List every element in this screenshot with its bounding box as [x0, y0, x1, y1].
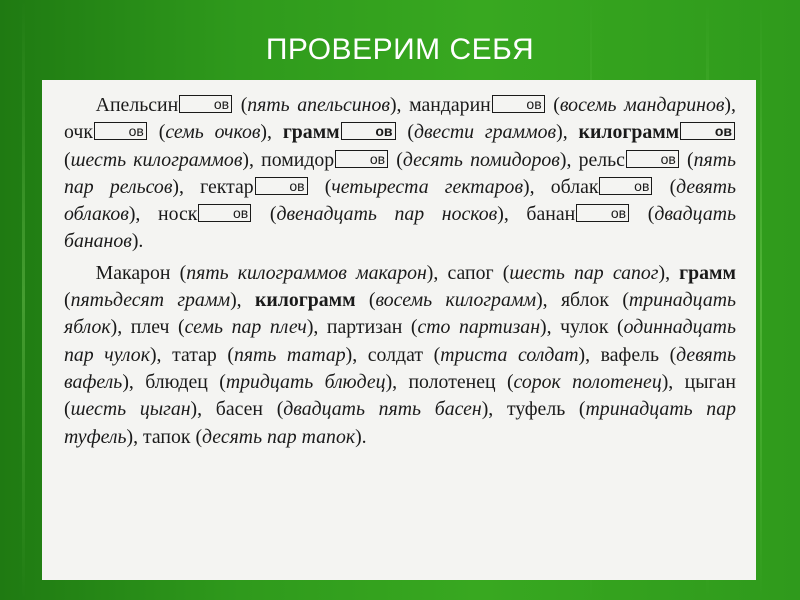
text-segment: ), полотенец (	[385, 370, 514, 393]
text-segment: ), партизан (	[306, 316, 418, 339]
italic-phrase: пять пар рельсов	[64, 148, 736, 198]
italic-phrase: сорок полотенец	[513, 370, 662, 393]
text-segment: ),	[658, 261, 680, 284]
text-segment: ), банан	[497, 203, 576, 226]
suffix-box: ов	[576, 204, 629, 222]
italic-phrase: пятьдесят грамм	[70, 289, 231, 312]
text-segment: ), облак	[523, 175, 599, 198]
text-segment: (	[308, 175, 332, 198]
suffix-box: ов	[341, 122, 396, 140]
text-segment: ), мандарин	[389, 94, 491, 116]
suffix-box: ов	[626, 150, 679, 168]
italic-phrase: шесть пар сапог	[509, 261, 659, 284]
text-segment: (	[389, 148, 403, 171]
text-segment: ),	[556, 121, 579, 144]
suffix-box: ов	[255, 177, 308, 195]
italic-phrase: двенадцать пар носков	[276, 203, 498, 226]
italic-phrase: семь очков	[165, 121, 261, 144]
text-segment: ),	[260, 121, 283, 144]
suffix-box: ов	[198, 204, 251, 222]
text-segment: ), помидор	[242, 148, 335, 171]
background-streak	[22, 0, 25, 600]
italic-phrase: девять вафель	[64, 343, 737, 393]
italic-phrase: тринадцать яблок	[64, 289, 736, 339]
text-segment: (	[64, 289, 71, 312]
text-segment: ), сапог (	[426, 261, 510, 284]
text-segment: ), носк	[128, 203, 198, 226]
italic-phrase: шесть цыган	[70, 398, 191, 421]
italic-phrase: пять татар	[233, 343, 346, 366]
italic-phrase: сто партизан	[417, 316, 541, 339]
italic-phrase: семь пар плеч	[184, 316, 307, 339]
text-segment: ).	[131, 230, 144, 253]
text-segment: ), блюдец (	[122, 370, 226, 393]
text-segment: (	[233, 94, 248, 116]
bold-word: килограмм	[254, 289, 356, 312]
text-segment: ), гектар	[172, 175, 254, 198]
text-segment: ), тапок (	[126, 425, 203, 448]
italic-phrase: тридцать блюдец	[225, 370, 386, 393]
exercise-answer-page	[42, 80, 756, 580]
italic-phrase: тринадцать пар туфель	[64, 398, 736, 448]
suffix-box: ов	[179, 95, 232, 113]
italic-phrase: девять облаков	[64, 175, 736, 226]
italic-phrase: одиннадцать пар чулок	[64, 316, 736, 366]
italic-phrase: четыреста гектаров	[331, 175, 524, 198]
italic-phrase: шесть килограммов	[70, 148, 243, 171]
text-segment: (	[653, 175, 677, 198]
paragraph-2	[64, 260, 736, 451]
text-segment: ), рельс	[559, 148, 625, 171]
text-segment: ), яблок (	[536, 289, 629, 312]
suffix-box: ов	[599, 177, 652, 195]
text-segment: ), очк	[64, 94, 736, 144]
suffix-box: ов	[94, 122, 147, 140]
text-segment: (	[396, 121, 414, 144]
italic-phrase: десять помидоров	[402, 148, 560, 171]
suffix-box: ов	[680, 122, 735, 140]
text-segment: ).	[355, 425, 367, 448]
text-segment: ), чулок (	[540, 316, 624, 339]
italic-phrase: пять апельсинов	[247, 94, 390, 116]
italic-phrase: восемь мандаринов	[559, 94, 725, 116]
text-segment: (	[147, 121, 166, 144]
suffix-box: ов	[492, 95, 545, 113]
text-segment: ), вафель (	[578, 343, 677, 366]
text-segment: ), басен (	[190, 398, 284, 421]
text-segment: ), цыган (	[64, 370, 736, 421]
suffix-box: ов	[335, 150, 388, 168]
bold-word: грамм	[282, 121, 340, 144]
slide-title: ПРОВЕРИМ СЕБЯ	[265, 33, 535, 66]
text-segment: (	[252, 203, 277, 226]
text-segment: (	[355, 289, 376, 312]
background-streak	[760, 0, 762, 600]
paragraph-1	[64, 92, 736, 256]
text-segment: (	[64, 148, 71, 171]
bold-word: килограмм	[578, 121, 680, 144]
italic-phrase: пять килограммов макарон	[186, 261, 427, 284]
text-segment: (	[679, 148, 694, 171]
text-segment: ), татар (	[149, 343, 234, 366]
text-segment: ), солдат (	[345, 343, 441, 366]
italic-phrase: восемь килограмм	[375, 289, 537, 312]
italic-phrase: двести граммов	[413, 121, 557, 144]
text-segment: ),	[230, 289, 255, 312]
text-segment: (	[630, 203, 655, 226]
italic-phrase: двадцать бананов	[64, 203, 736, 253]
text-segment: Апельсин	[95, 94, 179, 116]
text-segment: (	[545, 94, 560, 116]
bold-word: грамм	[679, 261, 736, 284]
italic-phrase: десять пар тапок	[202, 425, 356, 448]
text-segment: ), туфель (	[481, 398, 586, 421]
text-segment: ), плеч (	[110, 316, 185, 339]
text-segment: Макарон (	[95, 261, 187, 284]
italic-phrase: триста солдат	[440, 343, 579, 366]
italic-phrase: двадцать пять басен	[283, 398, 482, 421]
